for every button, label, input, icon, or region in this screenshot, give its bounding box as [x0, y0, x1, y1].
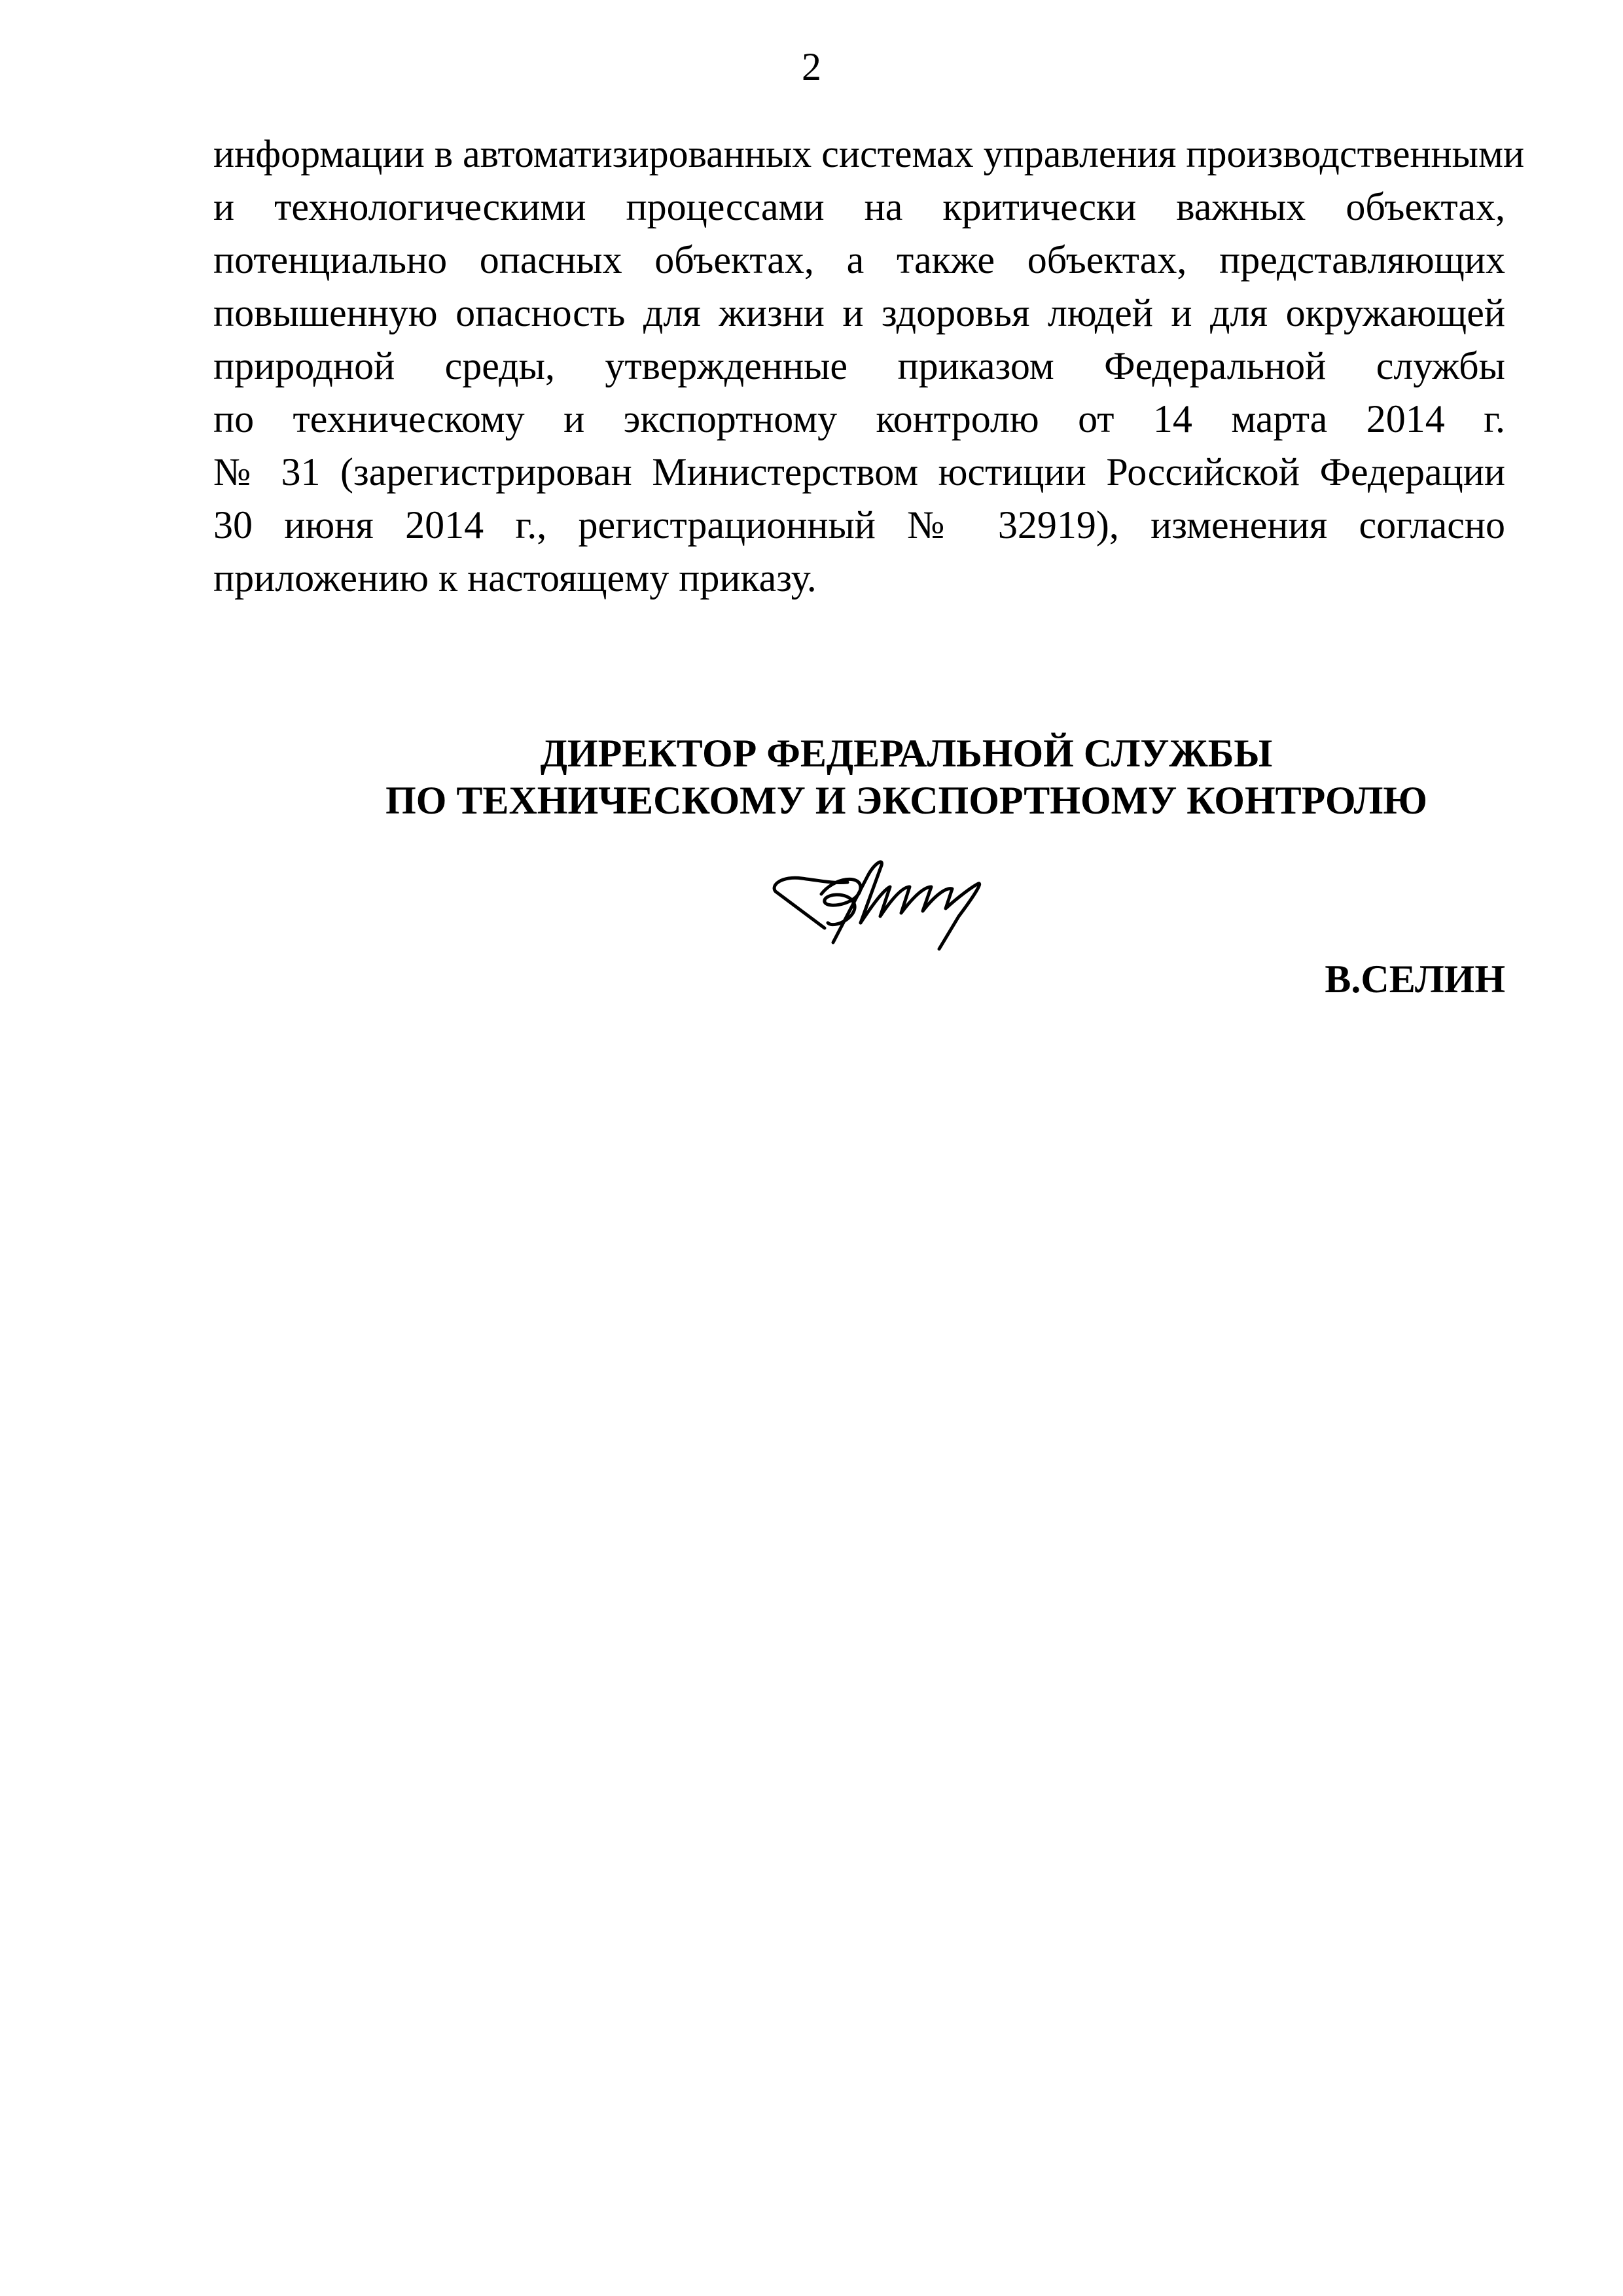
body-line: и технологическими процессами на критически важных объектах,: [213, 185, 1505, 228]
body-line: природной среды, утвержденные приказом Федеральной службы: [213, 344, 1505, 387]
handwritten-signature: [762, 851, 1090, 956]
signatory-title-line-2: ПО ТЕХНИЧЕСКОМУ И ЭКСПОРТНОМУ КОНТРОЛЮ: [385, 779, 1427, 822]
body-line: информации в автоматизированных системах управления производственными: [213, 132, 1525, 175]
body-line: по техническому и экспортному контролю от 14 марта 2014 г.: [213, 397, 1505, 440]
signer-name: В.СЕЛИН: [1325, 958, 1505, 1001]
body-line: приложению к настоящему приказу.: [213, 556, 817, 600]
body-line: повышенную опасность для жизни и здоровья людей и для окружающей: [213, 291, 1505, 334]
signatory-title-line-1: ДИРЕКТОР ФЕДЕРАЛЬНОЙ СЛУЖБЫ: [540, 732, 1273, 775]
signatory-title: [366, 730, 1446, 824]
body-paragraph: [213, 128, 1525, 605]
page-number: 2: [802, 45, 821, 88]
body-line: потенциально опасных объектах, а также объектах, представляющих: [213, 238, 1505, 281]
body-line: 30 июня 2014 г., регистрационный № 32919), изменения согласно: [213, 503, 1505, 547]
body-line: № 31 (зарегистрирован Министерством юстиции Российской Федерации: [213, 450, 1505, 493]
